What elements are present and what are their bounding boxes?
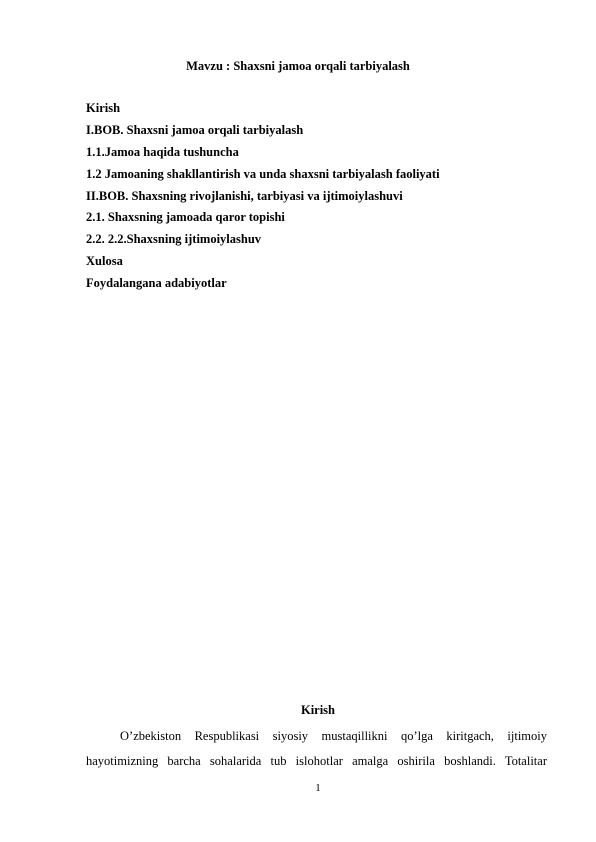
table-of-contents	[86, 100, 526, 297]
toc-item-kirish: Kirish	[86, 101, 121, 115]
body-paragraph	[86, 724, 547, 774]
toc-item-chapter-2: II.BOB. Shaxsning rivojlanishi, tarbiyasi va ijtimoiylashuvi	[86, 188, 403, 203]
toc-item-chapter-1: I.BOB. Shaxsni jamoa orqali tarbiyalash	[86, 122, 304, 137]
toc-item-xulosa: Xulosa	[86, 254, 123, 269]
toc-item-2-1: 2.1. Shaxsning jamoada qaror topishi	[86, 210, 285, 225]
paragraph-line: O’zbekiston Respublikasi siyosiy mustaqillikni qo’lga kiritgach, ijtimoiy	[120, 729, 547, 743]
toc-item-references: Foydalangana adabiyotlar	[86, 276, 227, 291]
section-heading-kirish: Kirish	[300, 703, 336, 717]
toc-item-1-1: 1.1.Jamoa haqida tushuncha	[86, 144, 239, 159]
toc-item-1-2: 1.2 Jamoaning shakllantirish va unda shaxsni tarbiyalash faoliyati	[86, 166, 440, 181]
page-number: 1	[315, 782, 321, 794]
paragraph-line: hayotimizning barcha sohalarida tub islohotlar amalga oshirila boshlandi. Totalitar	[86, 754, 547, 768]
document-title: Mavzu : Shaxsni jamoa orqali tarbiyalash	[186, 59, 410, 73]
toc-item-2-2: 2.2. 2.2.Shaxsning ijtimoiylashuv	[86, 232, 262, 247]
